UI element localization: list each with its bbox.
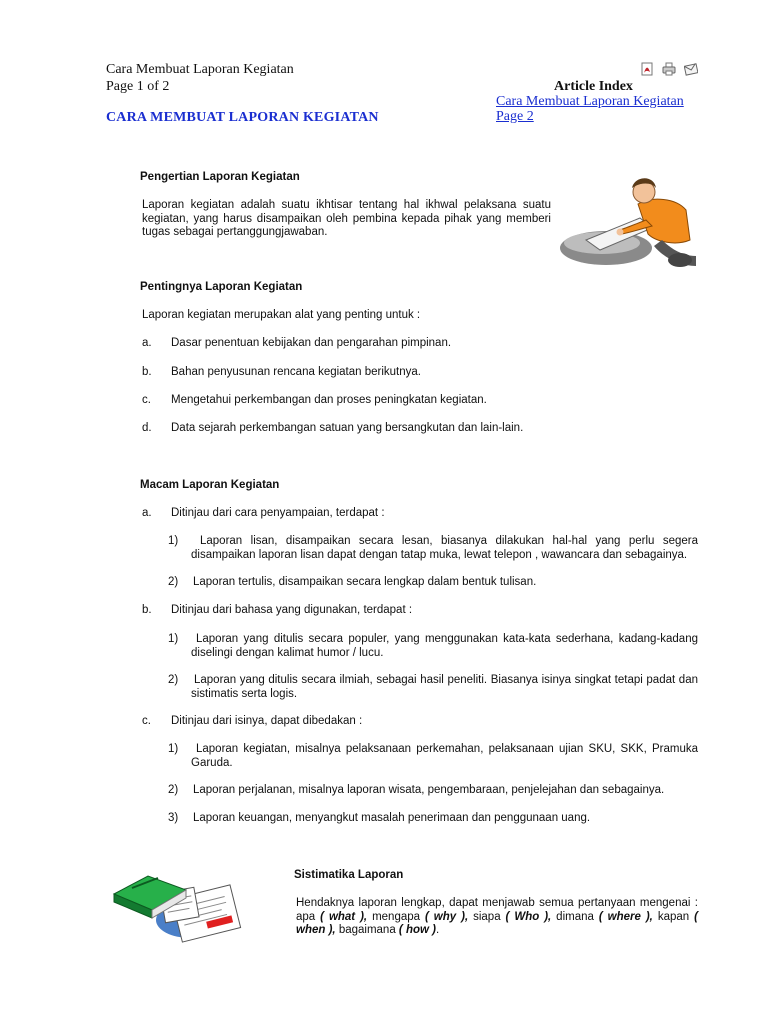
list-item-label: a. (142, 337, 152, 349)
sublist-item-label: 1) (168, 743, 179, 755)
sublist-item-label: 3) (168, 812, 179, 824)
list-item-label: d. (142, 422, 152, 434)
sublist-item: Laporan kegiatan, misalnya pelaksanaan perkemahan, pelaksanaan ujian SKU, SKK, Pramuka Garuda. (191, 743, 698, 769)
page-indicator: Page 1 of 2 (106, 79, 170, 94)
list-item: Ditinjau dari isinya, dapat dibedakan : (171, 715, 363, 727)
list-item-label: a. (142, 507, 152, 519)
sublist-item: Laporan yang ditulis secara populer, yang menggunakan kata-kata sederhana, kadang-kadang diselingi dengan kalimat humor / lucu. (191, 633, 698, 659)
list-item-label: c. (142, 715, 151, 727)
list-item: Ditinjau dari bahasa yang digunakan, terdapat : (171, 604, 413, 616)
sublist-item-label: 2) (168, 576, 179, 588)
section-heading: Sistimatika Laporan (294, 869, 404, 881)
sublist-item: Laporan tertulis, disampaikan secara lengkap dalam bentuk tulisan. (193, 576, 537, 588)
main-title: CARA MEMBUAT LAPORAN KEGIATAN (106, 110, 379, 125)
article-index-title: Article Index (554, 79, 633, 94)
article-index-link[interactable]: Cara Membuat Laporan Kegiatan (496, 94, 684, 109)
article-index-link[interactable]: Page 2 (496, 109, 534, 124)
document-title: Cara Membuat Laporan Kegiatan (106, 62, 294, 77)
sublist-item-label: 2) (168, 674, 179, 686)
list-item: Data sejarah perkembangan satuan yang bersangkutan dan lain-lain. (171, 422, 524, 434)
sublist-item: Laporan lisan, disampaikan secara lesan, biasanya dilakukan hal-hal yang perlu segera disampaikan laporan lisan dapat dengan tatap muka, lewat telepon , wawancara dan sebagainya. (191, 535, 698, 561)
sublist-item: Laporan perjalanan, misalnya laporan wisata, pengembaraan, penjelejahan dan sebagainya. (193, 784, 665, 796)
paragraph: Hendaknya laporan lengkap, dapat menjawab semua pertanyaan mengenai : apa ( what ), mengapa ( why ), siapa ( Who ), dimana ( where ), kapan ( when ), bagaimana ( how ). (296, 897, 698, 936)
section-heading: Pengertian Laporan Kegiatan (140, 171, 300, 183)
sublist-item-label: 1) (168, 535, 179, 547)
list-item: Mengetahui perkembangan dan proses peningkatan kegiatan. (171, 394, 487, 406)
section-heading: Macam Laporan Kegiatan (140, 479, 280, 491)
list-item-label: b. (142, 366, 152, 378)
list-item: Bahan penyusunan rencana kegiatan berikutnya. (171, 366, 421, 378)
book-and-papers-illustration (108, 868, 252, 944)
list-item: Dasar penentuan kebijakan dan pengarahan pimpinan. (171, 337, 452, 349)
sublist-item: Laporan yang ditulis secara ilmiah, sebagai hasil peneliti. Biasanya isinya singkat tetapi padat dan sistimatis serta logis. (191, 674, 698, 700)
list-item-label: c. (142, 394, 151, 406)
sublist-item-label: 1) (168, 633, 179, 645)
email-icon[interactable] (684, 62, 698, 76)
sublist-item-label: 2) (168, 784, 179, 796)
writing-person-illustration (556, 170, 700, 282)
list-item-label: b. (142, 604, 152, 616)
pdf-icon[interactable] (640, 62, 654, 76)
paragraph: Laporan kegiatan merupakan alat yang penting untuk : (142, 309, 421, 321)
list-item: Ditinjau dari cara penyampaian, terdapat : (171, 507, 385, 519)
print-icon[interactable] (662, 62, 676, 76)
paragraph: Laporan kegiatan adalah suatu ikhtisar tentang hal ikhwal pelaksana suatu kegiatan, yang harus disampaikan oleh pembina kepada pihak yang memberi tugas sebagai pertanggungjawaban. (142, 199, 551, 238)
sublist-item: Laporan keuangan, menyangkut masalah penerimaan dan penggunaan uang. (193, 812, 591, 824)
section-heading: Pentingnya Laporan Kegiatan (140, 281, 303, 293)
